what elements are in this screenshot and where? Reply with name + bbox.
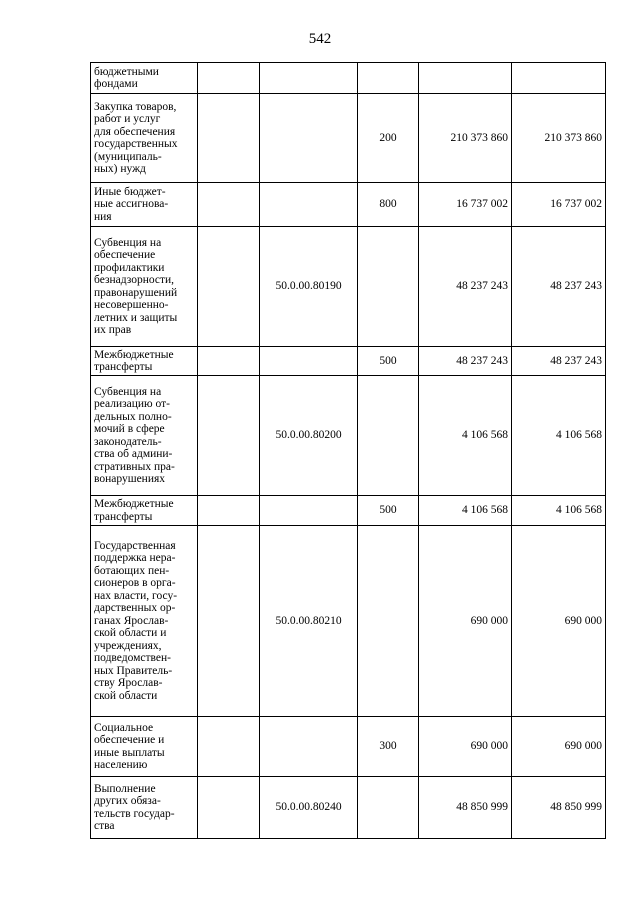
amount-year-2-cell xyxy=(512,496,606,526)
amount-year-2-cell xyxy=(512,347,606,376)
amount-year-1-text: 690 000 xyxy=(470,614,508,627)
amount-year-2-cell xyxy=(512,227,606,347)
expense-name-cell xyxy=(91,183,198,227)
section-cell xyxy=(198,183,260,227)
amount-year-1-cell xyxy=(419,376,512,496)
amount-year-2-text: 4 106 568 xyxy=(556,504,602,517)
expense-name-cell xyxy=(91,376,198,496)
amount-year-2-cell xyxy=(512,717,606,777)
target-article-code-cell xyxy=(260,376,358,496)
amount-year-1-text: 690 000 xyxy=(470,740,508,753)
target-article-code-text: 50.0.00.80200 xyxy=(275,429,342,442)
expense-name-cell xyxy=(91,227,198,347)
amount-year-1-cell xyxy=(419,777,512,839)
amount-year-1-cell xyxy=(419,227,512,347)
table-row xyxy=(91,63,606,94)
amount-year-2-text: 4 106 568 xyxy=(556,429,602,442)
expense-name-text: Межбюджетные трансферты xyxy=(94,348,174,373)
expense-type-cell xyxy=(358,63,419,94)
target-article-code-cell xyxy=(260,347,358,376)
expense-name-cell xyxy=(91,63,198,94)
expense-type-cell xyxy=(358,347,419,376)
amount-year-1-cell xyxy=(419,347,512,376)
target-article-code-text: 50.0.00.80240 xyxy=(275,801,342,814)
amount-year-1-cell xyxy=(419,63,512,94)
expense-name-text: Субвенция на обеспечение профилактики безнадзорности, правонарушений несовершенно- летних и защиты их прав xyxy=(94,236,178,336)
amount-year-2-cell xyxy=(512,183,606,227)
target-article-code-text: 50.0.00.80210 xyxy=(275,614,342,627)
amount-year-2-text: 48 850 999 xyxy=(550,801,602,814)
table-row xyxy=(91,777,606,839)
budget-table xyxy=(90,62,606,839)
table-row xyxy=(91,94,606,183)
target-article-code-cell xyxy=(260,227,358,347)
expense-name-text: Закупка товаров, работ и услуг для обеспечения государственных (муниципаль- ных) нужд xyxy=(94,100,178,175)
section-cell xyxy=(198,63,260,94)
table-row xyxy=(91,347,606,376)
expense-type-cell xyxy=(358,717,419,777)
expense-name-cell xyxy=(91,496,198,526)
amount-year-2-cell xyxy=(512,63,606,94)
amount-year-1-cell xyxy=(419,717,512,777)
expense-name-text: Государственная поддержка нера- ботающих пен- сионеров в орга- нах власти, госу- дарственных ор- ганах Ярослав- ской области и учреждениях, подведомствен- ных Правитель- ству Ярослав- ской области xyxy=(94,539,178,702)
target-article-code-cell xyxy=(260,183,358,227)
expense-name-cell xyxy=(91,777,198,839)
section-cell xyxy=(198,347,260,376)
expense-type-text: 200 xyxy=(379,131,397,144)
section-cell xyxy=(198,717,260,777)
expense-type-cell xyxy=(358,496,419,526)
target-article-code-cell xyxy=(260,526,358,717)
amount-year-2-cell xyxy=(512,94,606,183)
section-cell xyxy=(198,496,260,526)
amount-year-1-text: 48 850 999 xyxy=(456,801,508,814)
table-row xyxy=(91,717,606,777)
table-row xyxy=(91,496,606,526)
target-article-code-text: 50.0.00.80190 xyxy=(275,280,342,293)
expense-type-text: 500 xyxy=(379,504,397,517)
section-cell xyxy=(198,376,260,496)
target-article-code-cell xyxy=(260,63,358,94)
expense-name-text: Субвенция на реализацию от- дельных полно- мочий в сфере законодатель- ства об админи- стративных пра- вонарушениях xyxy=(94,385,175,485)
expense-type-cell xyxy=(358,94,419,183)
table-row xyxy=(91,183,606,227)
amount-year-2-text: 210 373 860 xyxy=(544,131,602,144)
budget-table-body xyxy=(91,63,606,839)
expense-type-cell xyxy=(358,227,419,347)
amount-year-2-text: 16 737 002 xyxy=(550,198,602,211)
section-cell xyxy=(198,94,260,183)
amount-year-1-text: 48 237 243 xyxy=(456,280,508,293)
expense-type-text: 800 xyxy=(379,198,397,211)
expense-name-cell xyxy=(91,94,198,183)
amount-year-1-cell xyxy=(419,94,512,183)
expense-name-text: бюджетными фондами xyxy=(94,65,159,90)
expense-name-cell xyxy=(91,347,198,376)
amount-year-2-cell xyxy=(512,526,606,717)
amount-year-2-text: 690 000 xyxy=(564,614,602,627)
expense-name-text: Иные бюджет- ные ассигнова- ния xyxy=(94,185,169,223)
expense-name-cell xyxy=(91,717,198,777)
amount-year-1-cell xyxy=(419,183,512,227)
expense-type-cell xyxy=(358,376,419,496)
amount-year-1-text: 48 237 243 xyxy=(456,354,508,367)
expense-type-text: 300 xyxy=(379,740,397,753)
target-article-code-cell xyxy=(260,496,358,526)
expense-type-text: 500 xyxy=(379,354,397,367)
page-number: 542 xyxy=(308,31,332,47)
section-cell xyxy=(198,227,260,347)
amount-year-2-cell xyxy=(512,376,606,496)
table-row xyxy=(91,376,606,496)
expense-name-text: Социальное обеспечение и иные выплаты населению xyxy=(94,721,165,771)
expense-name-text: Межбюджетные трансферты xyxy=(94,498,174,523)
amount-year-1-text: 16 737 002 xyxy=(456,198,508,211)
target-article-code-cell xyxy=(260,94,358,183)
amount-year-2-text: 48 237 243 xyxy=(550,280,602,293)
amount-year-1-cell xyxy=(419,496,512,526)
expense-type-cell xyxy=(358,526,419,717)
target-article-code-cell xyxy=(260,777,358,839)
amount-year-2-cell xyxy=(512,777,606,839)
expense-type-cell xyxy=(358,777,419,839)
table-row xyxy=(91,227,606,347)
amount-year-1-text: 210 373 860 xyxy=(450,131,508,144)
table-row xyxy=(91,526,606,717)
amount-year-1-cell xyxy=(419,526,512,717)
amount-year-1-text: 4 106 568 xyxy=(462,429,508,442)
amount-year-1-text: 4 106 568 xyxy=(462,504,508,517)
section-cell xyxy=(198,526,260,717)
section-cell xyxy=(198,777,260,839)
target-article-code-cell xyxy=(260,717,358,777)
expense-name-cell xyxy=(91,526,198,717)
expense-type-cell xyxy=(358,183,419,227)
expense-name-text: Выполнение других обяза- тельств государ- ства xyxy=(94,782,175,832)
amount-year-2-text: 690 000 xyxy=(564,740,602,753)
amount-year-2-text: 48 237 243 xyxy=(550,354,602,367)
